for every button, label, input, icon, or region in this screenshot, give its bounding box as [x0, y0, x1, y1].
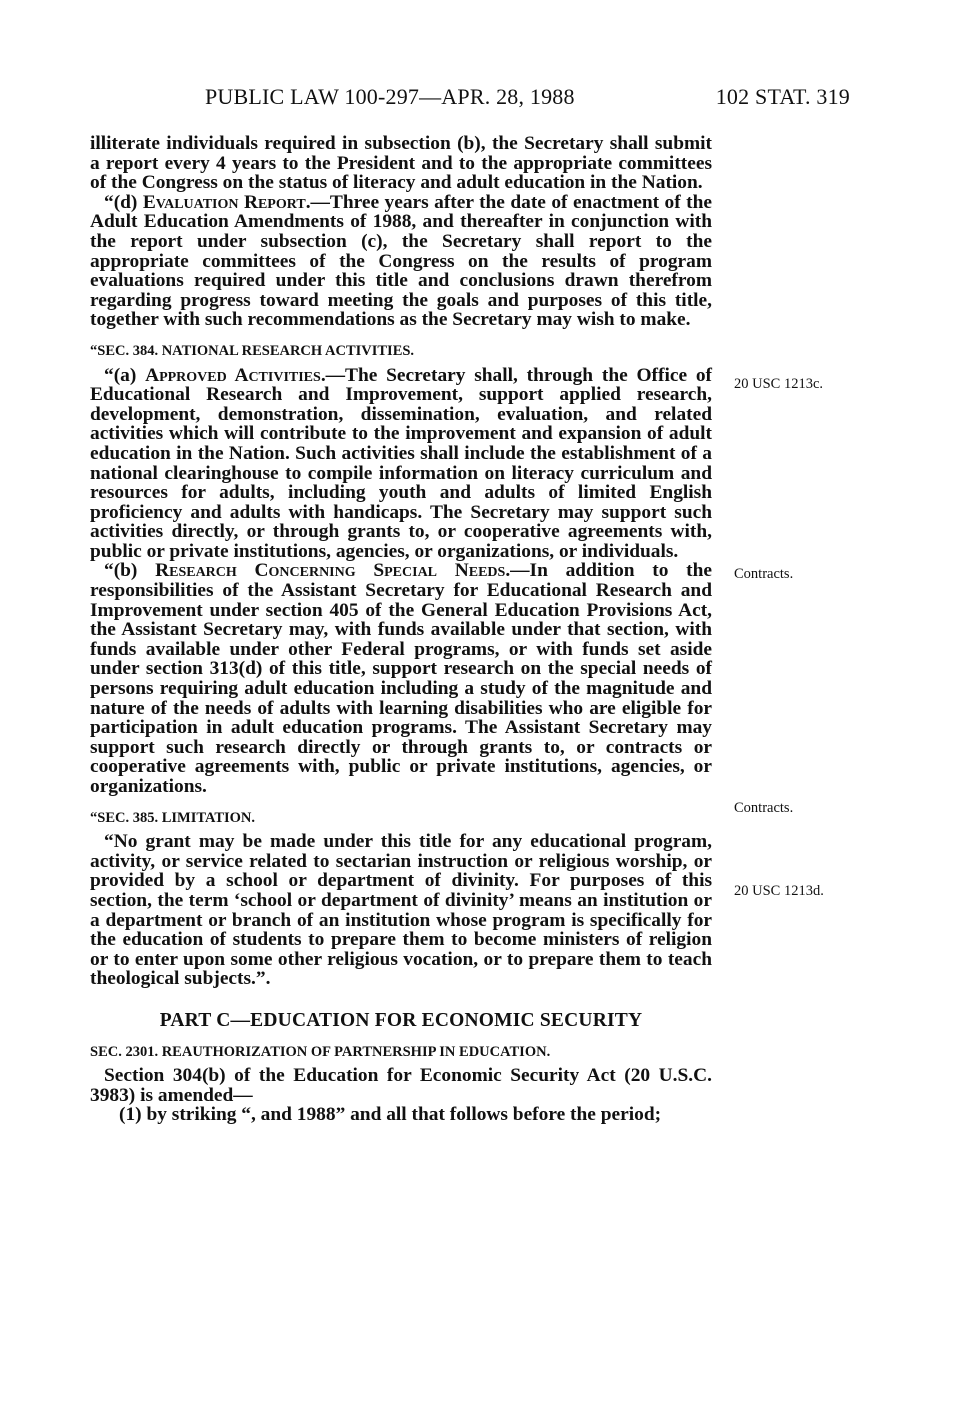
- section-2301-heading: SEC. 2301. REAUTHORIZATION OF PARTNERSHIP IN EDUCATION.: [90, 1043, 551, 1060]
- margin-note-contracts-1: Contracts.: [734, 566, 794, 582]
- margin-note-usc-1213d: 20 USC 1213d.: [734, 883, 824, 899]
- part-c-heading: PART C—EDUCATION FOR ECONOMIC SECURITY: [159, 1009, 643, 1031]
- paragraph-limitation: “No grant may be made under this title for any educational program, activity, or service related to sectarian instruction or religious worship, or provided by a school or department of divinity. For purposes of this section, the term ‘school or department of divinity’ means an institution or a department or branch of an institution whose program is specifically for the education of students to prepare them to become ministers of religion or to enter upon some other religious vocation, or to prepare them to teach theological subjects.”.: [90, 831, 712, 990]
- header-stat-page: 102 STAT. 319: [715, 84, 850, 109]
- paragraph-d-text: .—Three years after the date of enactment of the Adult Education Amendments of 1988, and thereafter in conjunction with the report under subsection (c), the Secretary shall report to the appropriate committees of the Congress on the results of program evaluations required under this title and conclusions drawn therefrom regarding progress toward meeting the goals and purposes of this title, together with such recommendations as the Secretary may wish to make.: [90, 191, 712, 331]
- paragraph-a-label: “(a): [104, 364, 146, 386]
- paragraph-b-label: “(b): [104, 560, 156, 582]
- paragraph-d-evaluation-report: [90, 193, 712, 330]
- paragraph-b-heading: Research Concerning Special Needs: [155, 560, 506, 582]
- paragraph-a-text: .—The Secretary shall, through the Office of Educational Research and Improvement, support applied research, development, demonstration, dissemination, evaluation, and related activities which will contribute to the improvement and expansion of adult education in the Nation. Such activities shall include the establishment of a national clearinghouse to compile information on literacy curriculum and resources for adults, including youth and adults of limited English proficiency and adults with handicaps. The Secretary may support such activities directly, or through grants to, or cooperative agreements with, public or private institutions, agencies, or organizations, or individuals.: [90, 364, 712, 562]
- margin-note-usc-1213c: 20 USC 1213c.: [734, 376, 824, 392]
- paragraph-continuation: illiterate individuals required in subsection (b), the Secretary shall submit a report every 4 years to the President and to the appropriate committees of the Congress on the status of literacy and adult education in the Nation.: [90, 133, 712, 194]
- paragraph-section-2301: Section 304(b) of the Education for Economic Security Act (20 U.S.C. 3983) is amended—: [90, 1065, 712, 1106]
- paragraph-d-heading: Evaluation Report: [142, 191, 306, 213]
- section-384-heading: “SEC. 384. NATIONAL RESEARCH ACTIVITIES.: [90, 342, 415, 359]
- paragraph-d-label: “(d): [104, 191, 143, 213]
- paragraph-b-research-special-needs: [90, 561, 712, 796]
- document-body: [90, 134, 712, 1125]
- paragraph-a-heading: Approved Activities: [145, 364, 321, 386]
- paragraph-a-approved-activities: [90, 366, 712, 562]
- header-title: PUBLIC LAW 100-297—APR. 28, 1988: [205, 84, 575, 109]
- section-385-heading: “SEC. 385. LIMITATION.: [90, 809, 256, 826]
- margin-note-contracts-2: Contracts.: [734, 800, 794, 816]
- list-item-1: (1) by striking “, and 1988” and all that follows before the period;: [119, 1104, 662, 1126]
- paragraph-b-text: .—In addition to the responsibilities of the Assistant Secretary for Educational Research and Improvement under section 405 of the General Education Provisions Act, the Assistant Secretary may, with funds available under that section, with funds available under other Federal programs, or with funds set aside under section 313(d) of this title, support research on the special needs of persons requiring adult education including a study of the magnitude and nature of the needs of adults with learning disabilities who are eligible for participation in adult education programs. The Assistant Secretary may support such research directly or through grants to, or contracts or cooperative agreements with, public or private institutions, agencies, or organizations.: [90, 560, 712, 797]
